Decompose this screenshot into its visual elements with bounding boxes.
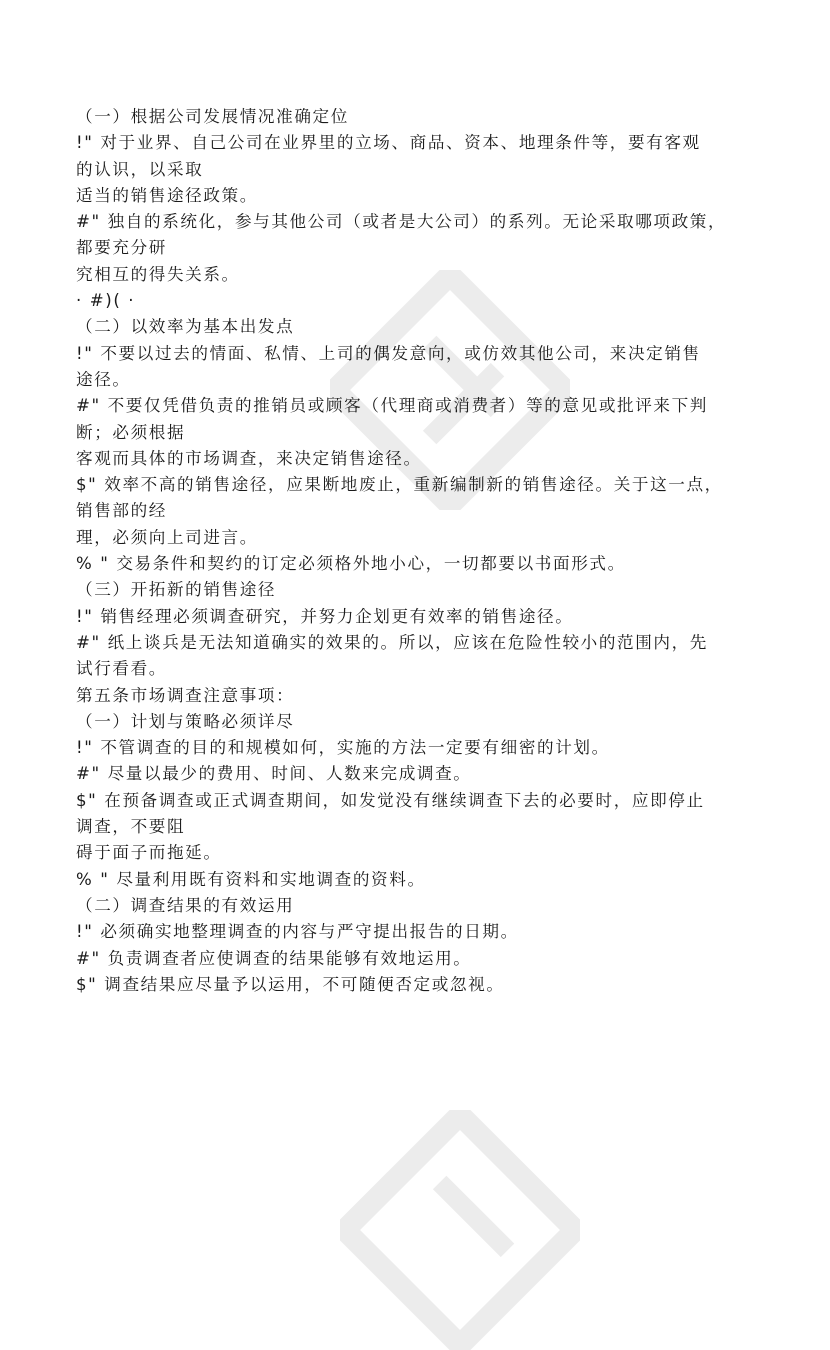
paragraph-line: · #)( · bbox=[76, 291, 136, 311]
article-heading: 第五条市场调查注意事项： bbox=[76, 685, 295, 705]
paragraph-line: 究相互的得失关系。 bbox=[76, 264, 240, 284]
paragraph-line: 途径。 bbox=[76, 369, 131, 389]
paragraph-line: !" 不管调查的目的和规模如何，实施的方法一定要有细密的计划。 bbox=[76, 738, 610, 758]
paragraph-line: 理，必须向上司进言。 bbox=[76, 527, 258, 547]
document-body bbox=[76, 104, 766, 998]
paragraph-line: % " 尽量利用既有资料和实地调查的资料。 bbox=[76, 869, 426, 889]
paragraph-line: 的认识，以采取 bbox=[76, 159, 204, 179]
paragraph-line: 销售部的经 bbox=[76, 501, 167, 521]
paragraph-line: $" 调查结果应尽量予以运用，不可随便否定或忽视。 bbox=[76, 974, 505, 994]
paragraph-line: 断；必须根据 bbox=[76, 422, 186, 442]
section-heading: （二）调查结果的有效运用 bbox=[76, 895, 295, 915]
paragraph-line: 试行看看。 bbox=[76, 659, 167, 679]
paragraph-line: #" 独自的系统化，参与其他公司（或者是大公司）的系列。无论采取哪项政策， bbox=[76, 212, 727, 232]
section-heading: （一）计划与策略必须详尽 bbox=[76, 711, 295, 731]
paragraph-line: 适当的销售途径政策。 bbox=[76, 185, 258, 205]
paragraph-line: #" 尽量以最少的费用、时间、人数来完成调查。 bbox=[76, 764, 472, 784]
watermark-icon bbox=[340, 1110, 580, 1350]
paragraph-line: !" 必须确实地整理调查的内容与严守提出报告的日期。 bbox=[76, 922, 519, 942]
paragraph-line: 调查，不要阻 bbox=[76, 817, 186, 837]
paragraph-line: #" 不要仅凭借负责的推销员或顾客（代理商或消费者）等的意见或批评来下判 bbox=[76, 396, 709, 416]
paragraph-line: $" 效率不高的销售途径，应果断地废止，重新编制新的销售途径。关于这一点， bbox=[76, 475, 723, 495]
paragraph-line: 都要充分研 bbox=[76, 238, 167, 258]
paragraph-line: 碍于面子而拖延。 bbox=[76, 843, 222, 863]
paragraph-line: !" 不要以过去的情面、私情、上司的偶发意向，或仿效其他公司，来决定销售 bbox=[76, 343, 701, 363]
section-heading: （三）开拓新的销售途径 bbox=[76, 580, 277, 600]
paragraph-line: !" 销售经理必须调查研究，并努力企划更有效率的销售途径。 bbox=[76, 606, 574, 626]
paragraph-line: !" 对于业界、自己公司在业界里的立场、商品、资本、地理条件等，要有客观 bbox=[76, 133, 701, 153]
paragraph-line: $" 在预备调查或正式调查期间，如发觉没有继续调查下去的必要时，应即停止 bbox=[76, 790, 705, 810]
paragraph-line: 客观而具体的市场调查，来决定销售途径。 bbox=[76, 448, 422, 468]
paragraph-line: #" 负责调查者应使调查的结果能够有效地运用。 bbox=[76, 948, 472, 968]
section-heading: （二）以效率为基本出发点 bbox=[76, 317, 295, 337]
paragraph-line: #" 纸上谈兵是无法知道确实的效果的。所以，应该在危险性较小的范围内，先 bbox=[76, 632, 709, 652]
paragraph-line: % " 交易条件和契约的订定必须格外地小心，一切都要以书面形式。 bbox=[76, 554, 626, 574]
section-heading: （一）根据公司发展情况准确定位 bbox=[76, 107, 349, 126]
